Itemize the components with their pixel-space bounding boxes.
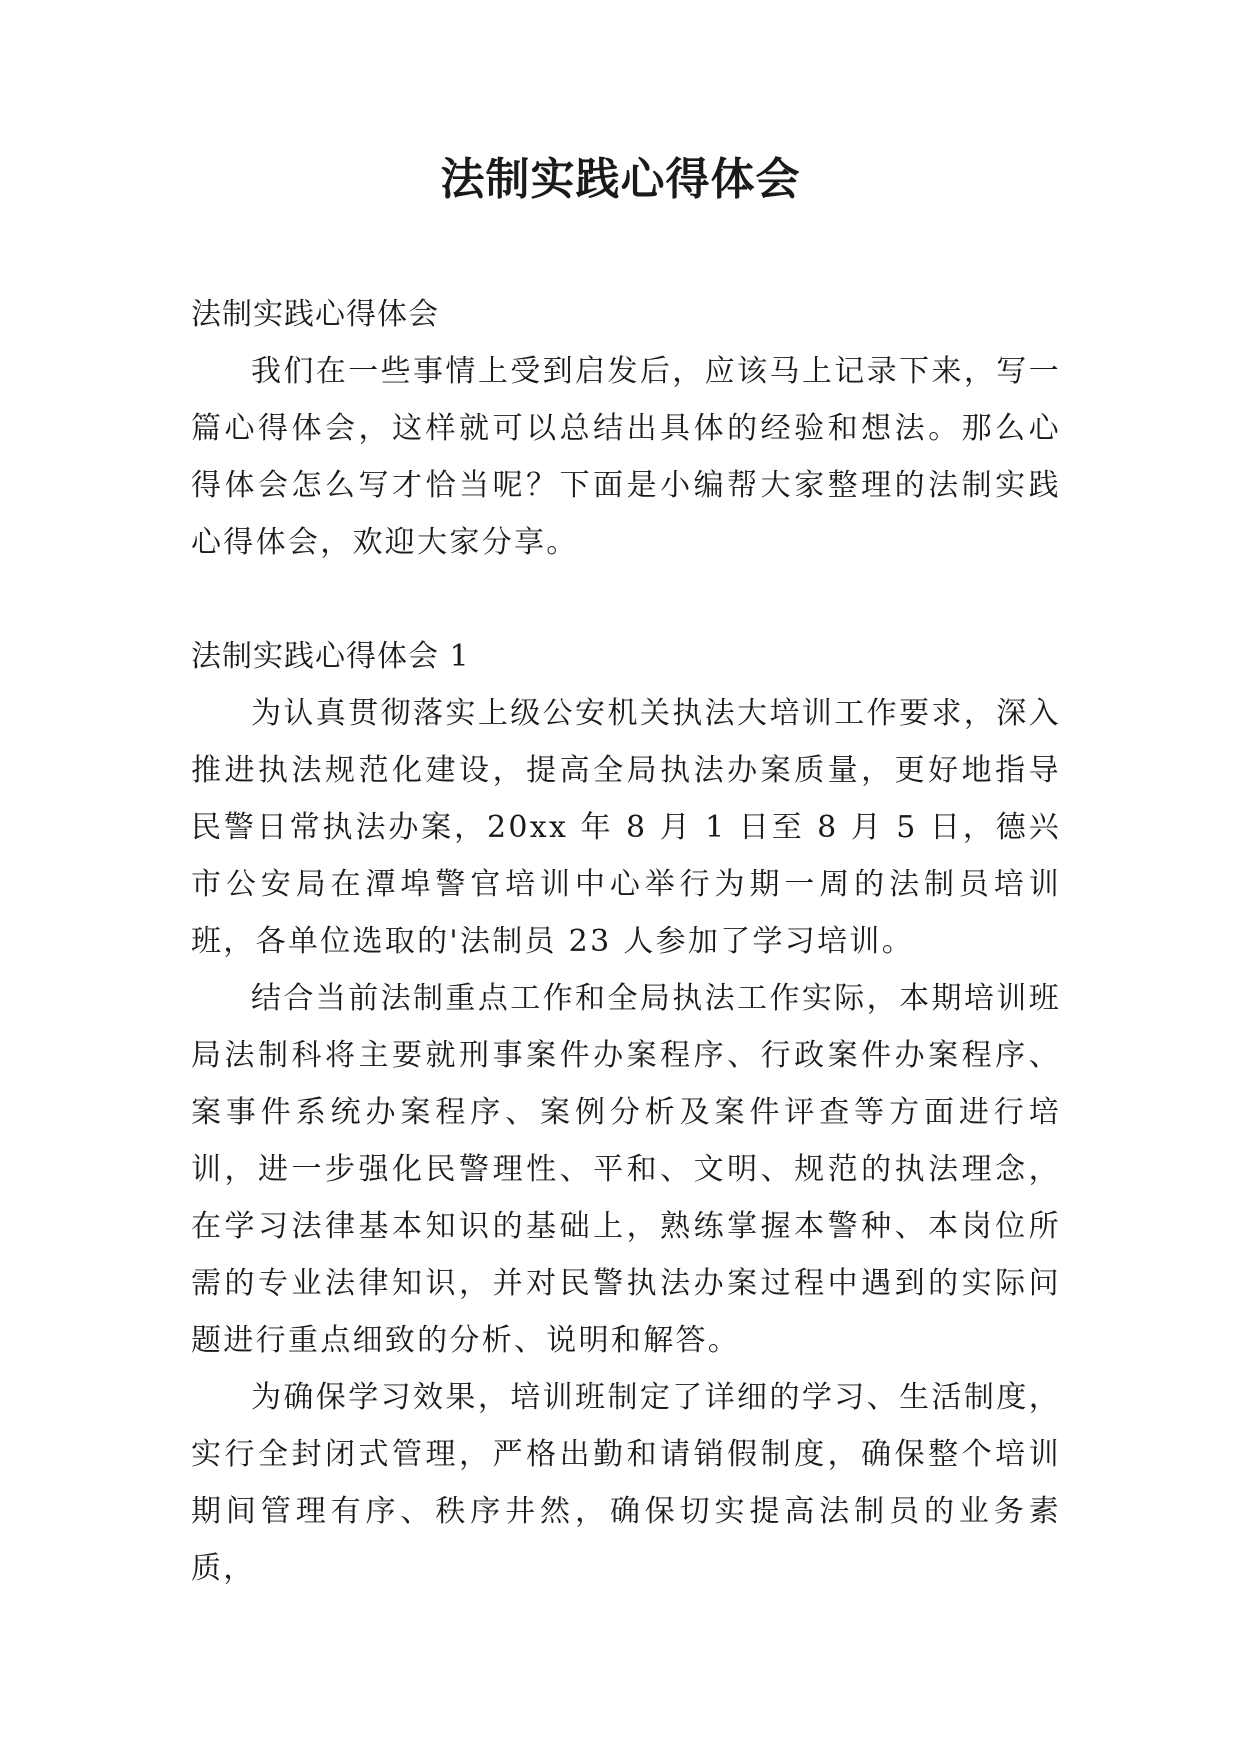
document-subtitle: 法制实践心得体会 [191, 297, 439, 332]
section-spacer [191, 571, 1061, 628]
body-paragraph: 为认真贯彻落实上级公安机关执法大培训工作要求，深入推进执法规范化建设，提高全局执法办案质量，更好地指导民警日常执法办案，20xx 年 8 月 1 日至 8 月 5 日，德兴市公安局在潭埠警官培训中心举行为期一周的法制员培训班，各单位选取的'法制员 23 人参加了学习培训。 [191, 696, 1061, 959]
document-title: 法制实践心得体会 [440, 154, 801, 205]
body-paragraph: 结合当前法制重点工作和全局执法工作实际，本期培训班局法制科将主要就刑事案件办案程序、行政案件办案程序、案事件系统办案程序、案例分析及案件评查等方面进行培训，进一步强化民警理性、平和、文明、规范的执法理念，在学习法律基本知识的基础上，熟练掌握本警种、本岗位所需的专业法律知识，并对民警执法办案过程中遇到的实际问题进行重点细致的分析、说明和解答。 [191, 981, 1061, 1358]
document-body [191, 286, 1061, 1597]
section-heading: 法制实践心得体会 1 [191, 639, 470, 674]
body-paragraph: 为确保学习效果，培训班制定了详细的学习、生活制度，实行全封闭式管理，严格出勤和请销假制度，确保整个培训期间管理有序、秩序井然，确保切实提高法制员的业务素质， [191, 1380, 1061, 1586]
intro-paragraph: 我们在一些事情上受到启发后，应该马上记录下来，写一篇心得体会，这样就可以总结出具体的经验和想法。那么心得体会怎么写才恰当呢？下面是小编帮大家整理的法制实践心得体会，欢迎大家分享。 [191, 354, 1061, 560]
